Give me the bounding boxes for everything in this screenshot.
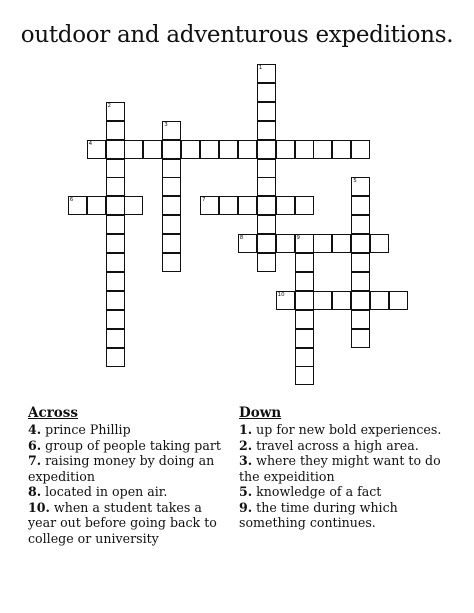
across-clues <box>28 405 228 546</box>
grid-cell[interactable] <box>351 329 370 348</box>
clue-down-2 <box>239 438 449 454</box>
grid-cell[interactable] <box>351 291 370 310</box>
grid-cell[interactable] <box>276 140 295 159</box>
clue-across-7 <box>28 453 228 484</box>
grid-cell[interactable] <box>106 348 125 367</box>
grid-cell[interactable] <box>162 140 181 159</box>
grid-cell[interactable] <box>351 196 370 215</box>
grid-cell[interactable] <box>106 272 125 291</box>
grid-cell[interactable] <box>162 253 181 272</box>
page-title: outdoor and adventurous expeditions. <box>20 22 454 48</box>
clue-number: 5. <box>239 484 253 499</box>
grid-cell[interactable] <box>219 196 238 215</box>
cell-number: 10 <box>277 291 285 298</box>
grid-cell[interactable] <box>370 234 389 253</box>
grid-cell[interactable] <box>351 177 370 196</box>
grid-cell[interactable] <box>276 291 295 310</box>
cell-number: 3 <box>164 121 168 128</box>
clue-across-4 <box>28 422 228 438</box>
grid-cell[interactable] <box>257 177 276 196</box>
grid-cell[interactable] <box>200 196 219 215</box>
grid-cell[interactable] <box>295 234 314 253</box>
cell-number: 5 <box>353 178 357 185</box>
grid-cell[interactable] <box>162 121 181 140</box>
clue-number: 3. <box>239 453 253 468</box>
cell-number: 8 <box>239 235 244 242</box>
grid-cell[interactable] <box>351 215 370 234</box>
grid-cell[interactable] <box>162 234 181 253</box>
grid-cell[interactable] <box>257 121 276 140</box>
grid-cell[interactable] <box>238 140 257 159</box>
grid-cell[interactable] <box>351 140 370 159</box>
clue-number: 6. <box>28 437 42 453</box>
clue-text: knowledge of a fact <box>252 484 382 499</box>
grid-cell[interactable] <box>257 102 276 121</box>
grid-cell[interactable] <box>106 102 125 121</box>
cell-number: 1 <box>258 65 263 71</box>
grid-cell[interactable] <box>257 253 276 272</box>
grid-cell[interactable] <box>257 64 276 83</box>
grid-cell[interactable] <box>313 140 332 159</box>
grid-cell[interactable] <box>106 310 125 329</box>
grid-cell[interactable] <box>219 140 238 159</box>
clue-down-3 <box>239 453 449 484</box>
grid-cell[interactable] <box>295 366 314 385</box>
cell-number: 9 <box>296 235 300 242</box>
clue-number: 1. <box>239 422 253 437</box>
grid-cell[interactable] <box>181 140 200 159</box>
grid-cell[interactable] <box>68 196 87 215</box>
grid-cell[interactable] <box>106 140 125 159</box>
clue-text: up for new bold experiences. <box>252 422 442 437</box>
grid-cell[interactable] <box>106 291 125 310</box>
grid-cell[interactable] <box>87 196 106 215</box>
clue-text: the time during which something continues. <box>239 499 398 530</box>
grid-cell[interactable] <box>106 215 125 234</box>
grid-cell[interactable] <box>87 140 106 159</box>
clue-down-1 <box>239 422 449 438</box>
clue-text: where they might want to do the expeidition <box>239 453 441 484</box>
grid-cell[interactable] <box>238 234 257 253</box>
grid-cell[interactable] <box>257 196 276 215</box>
grid-cell[interactable] <box>370 291 389 310</box>
grid-cell[interactable] <box>351 253 370 272</box>
grid-cell[interactable] <box>162 215 181 234</box>
grid-cell[interactable] <box>238 196 257 215</box>
grid-cell[interactable] <box>351 234 370 253</box>
grid-cell[interactable] <box>106 196 125 215</box>
clue-text: located in open air. <box>41 484 168 499</box>
grid-cell[interactable] <box>143 140 162 159</box>
clue-number: 2. <box>239 437 253 453</box>
clue-across-10 <box>28 500 228 547</box>
grid-cell[interactable] <box>295 272 314 291</box>
grid-cell[interactable] <box>257 215 276 234</box>
grid-cell[interactable] <box>106 121 125 140</box>
grid-cell[interactable] <box>295 140 314 159</box>
grid-cell[interactable] <box>295 253 314 272</box>
cell-number: 7 <box>202 197 206 204</box>
clue-text: group of people taking part <box>41 437 221 453</box>
clue-text: raising money by doing an expedition <box>28 453 215 484</box>
clue-text: travel across a high area. <box>252 437 419 453</box>
clue-number: 7. <box>28 453 42 468</box>
grid-cell[interactable] <box>332 140 351 159</box>
grid-cell[interactable] <box>295 310 314 329</box>
grid-cell[interactable] <box>351 272 370 291</box>
clue-across-8 <box>28 484 228 500</box>
clue-number: 9. <box>239 499 253 515</box>
grid-cell[interactable] <box>389 291 408 310</box>
grid-cell[interactable] <box>313 291 332 310</box>
grid-cell[interactable] <box>276 196 295 215</box>
grid-cell[interactable] <box>332 234 351 253</box>
grid-cell[interactable] <box>351 310 370 329</box>
clue-number: 4. <box>28 422 42 437</box>
grid-cell[interactable] <box>106 177 125 196</box>
clue-down-5 <box>239 484 449 500</box>
grid-cell[interactable] <box>124 140 143 159</box>
grid-cell[interactable] <box>257 234 276 253</box>
grid-cell[interactable] <box>162 159 181 178</box>
down-clues <box>239 405 449 531</box>
clue-number: 8. <box>28 484 42 499</box>
grid-cell[interactable] <box>257 159 276 178</box>
cell-number: 2 <box>107 102 111 109</box>
grid-cell[interactable] <box>295 348 314 367</box>
grid-cell[interactable] <box>295 291 314 310</box>
clue-text: prince Phillip <box>41 422 131 437</box>
across-heading: Across <box>28 405 79 421</box>
grid-cell[interactable] <box>106 159 125 178</box>
clue-across-6 <box>28 438 228 454</box>
cell-number: 4 <box>88 140 93 147</box>
grid-cell[interactable] <box>257 140 276 159</box>
grid-cell[interactable] <box>200 140 219 159</box>
grid-cell[interactable] <box>313 234 332 253</box>
grid-cell[interactable] <box>295 329 314 348</box>
clue-down-9 <box>239 500 449 531</box>
clue-number: 10. <box>28 499 50 515</box>
grid-cell[interactable] <box>332 291 351 310</box>
down-heading: Down <box>239 405 282 421</box>
clue-text: when a student takes a year out before going back to college or university <box>28 499 217 546</box>
grid-cell[interactable] <box>124 196 143 215</box>
grid-cell[interactable] <box>106 253 125 272</box>
grid-cell[interactable] <box>106 329 125 348</box>
grid-cell[interactable] <box>162 196 181 215</box>
cell-number: 6 <box>69 197 74 204</box>
grid-cell[interactable] <box>106 234 125 253</box>
grid-cell[interactable] <box>257 83 276 102</box>
grid-cell[interactable] <box>295 196 314 215</box>
grid-cell[interactable] <box>162 177 181 196</box>
grid-cell[interactable] <box>276 234 295 253</box>
